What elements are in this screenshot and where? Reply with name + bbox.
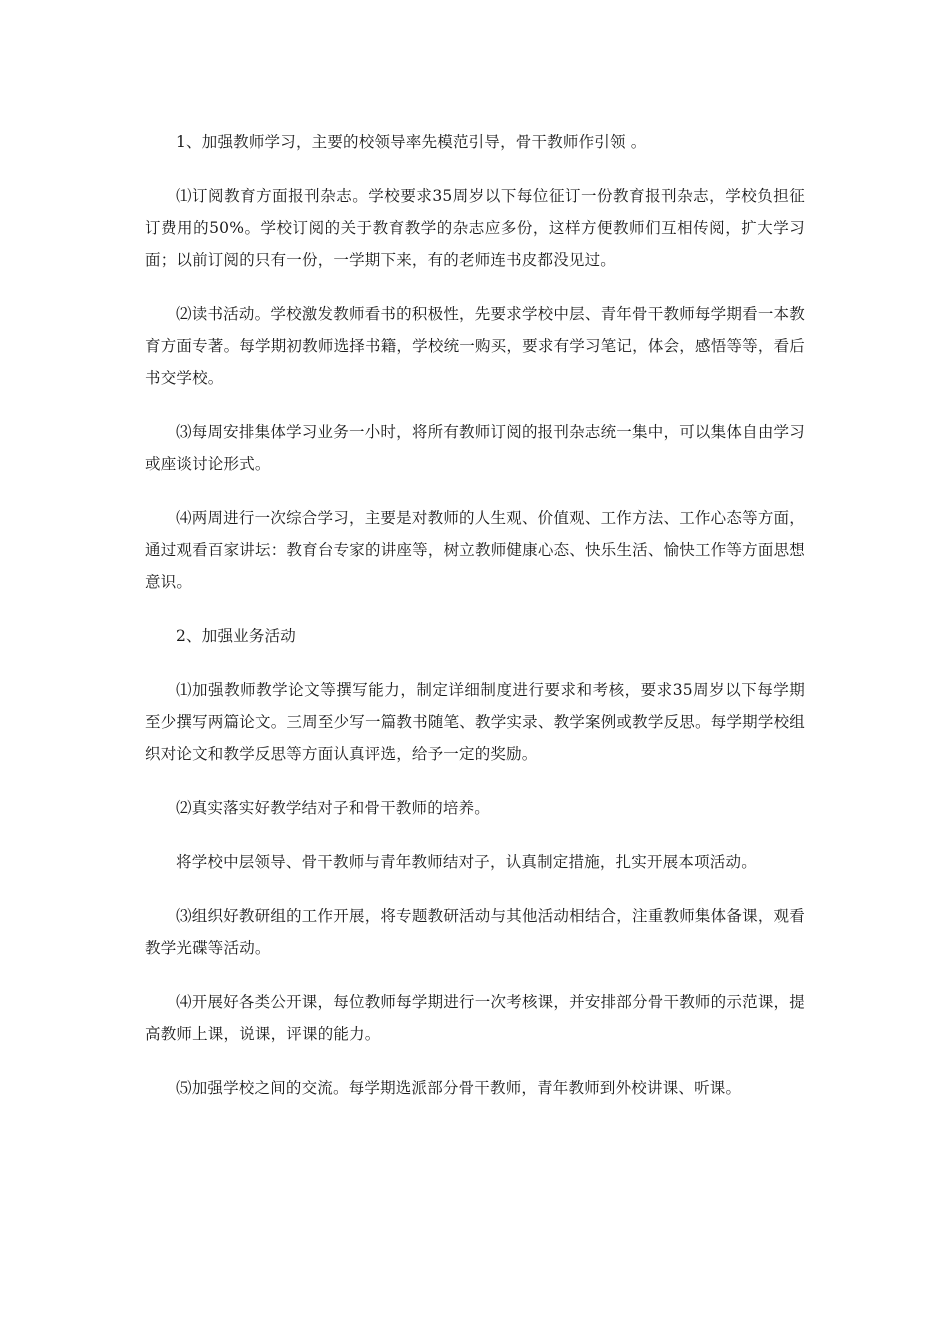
paragraph-reading-activity: ⑵读书活动。学校激发教师看书的积极性，先要求学校中层、青年骨干教师每学期看一本教育方面专著。每学期初教师选择书籍，学校统一购买，要求有学习笔记，体会，感悟等等，看后书交学校。 [145, 305, 805, 387]
paragraph-paper-writing: ⑴加强教师教学论文等撰写能力，制定详细制度进行要求和考核，要求35周岁以下每学期至少撰写两篇论文。三周至少写一篇教书随笔、教学实录、教学案例或教学反思。每学期学校组织对论文和教学反思等方面认真评选，给予一定的奖励。 [145, 681, 805, 763]
paragraph-mentoring: ⑵真实落实好教学结对子和骨干教师的培养。 [176, 799, 491, 817]
section-heading-business-activities: 2、加强业务活动 [176, 627, 296, 645]
section-heading-teacher-study: 1、加强教师学习，主要的校领导率先模范引导，骨干教师作引领 。 [176, 133, 647, 151]
paragraph-open-classes: ⑷开展好各类公开课，每位教师每学期进行一次考核课，并安排部分骨干教师的示范课，提高教师上课，说课，评课的能力。 [145, 993, 805, 1043]
paragraph-mentoring-detail: 将学校中层领导、骨干教师与青年教师结对子，认真制定措施，扎实开展本项活动。 [176, 853, 757, 871]
document-body [145, 126, 805, 1126]
paragraph-biweekly-study: ⑷两周进行一次综合学习，主要是对教师的人生观、价值观、工作方法、工作心态等方面，通过观看百家讲坛：教育台专家的讲座等，树立教师健康心态、快乐生活、愉快工作等方面思想意识。 [145, 509, 805, 591]
paragraph-research-group: ⑶组织好教研组的工作开展，将专题教研活动与其他活动相结合，注重教师集体备课，观看教学光碟等活动。 [145, 907, 805, 957]
paragraph-subscribe-journals: ⑴订阅教育方面报刊杂志。学校要求35周岁以下每位征订一份教育报刊杂志，学校负担征订费用的50%。学校订阅的关于教育教学的杂志应多份，这样方便教师们互相传阅，扩大学习面；以前订阅的只有一份，一学期下来，有的老师连书皮都没见过。 [145, 187, 805, 269]
paragraph-school-exchange: ⑸加强学校之间的交流。每学期选派部分骨干教师，青年教师到外校讲课、听课。 [176, 1079, 742, 1097]
paragraph-weekly-group-study: ⑶每周安排集体学习业务一小时，将所有教师订阅的报刊杂志统一集中，可以集体自由学习或座谈讨论形式。 [145, 423, 805, 473]
